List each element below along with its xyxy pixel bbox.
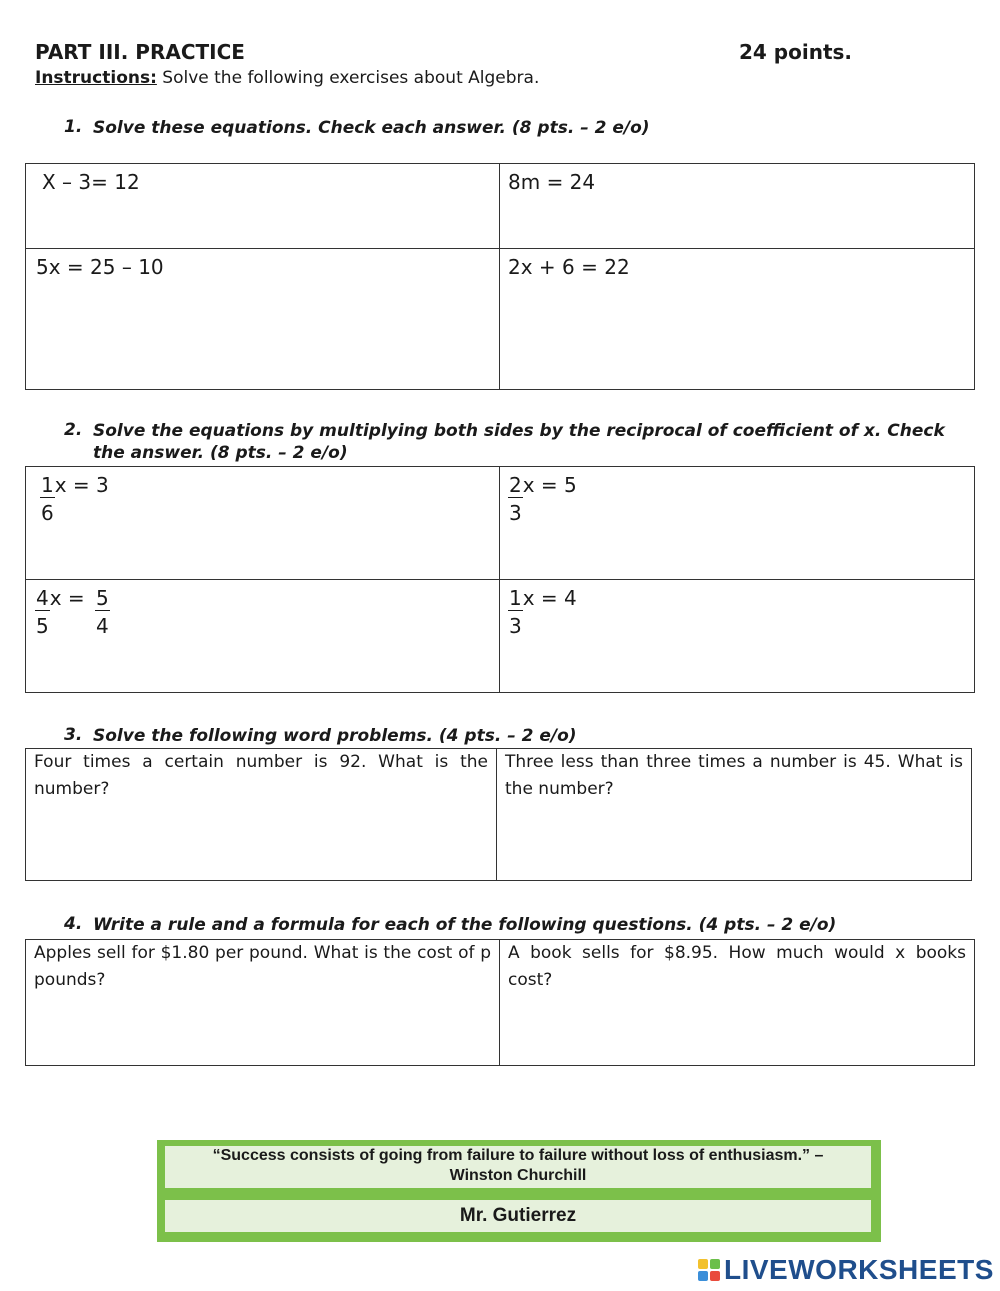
question-4-heading xyxy=(64,914,974,938)
fraction: $\frac{5}{4}$ xyxy=(96,586,109,638)
logo-square xyxy=(710,1271,720,1281)
q4-cell[interactable] xyxy=(500,940,975,1066)
q2-table xyxy=(25,466,975,693)
q1-cell[interactable] xyxy=(500,249,975,390)
q1-cell[interactable] xyxy=(26,164,500,249)
question-2-heading xyxy=(64,420,974,466)
logo-square xyxy=(698,1259,708,1269)
question-number: 4. xyxy=(64,914,83,934)
fraction: $\frac{4}{5}$ xyxy=(36,586,49,638)
logo-square xyxy=(698,1271,708,1281)
q3-table xyxy=(25,748,972,881)
question-prompt: Solve these equations. Check each answer. (8 pts. – 2 e/o) xyxy=(93,118,650,138)
equation: X – 3= 12 xyxy=(42,170,140,194)
fraction: $\frac{2}{3}$ xyxy=(509,473,522,525)
word-problem: Three less than three times a number is 45. What is the number? xyxy=(505,752,963,799)
teacher-name: Mr. Gutierrez xyxy=(165,1200,871,1232)
q2-cell[interactable] xyxy=(500,580,975,693)
question-number: 1. xyxy=(64,117,83,137)
word-problem: Apples sell for $1.80 per pound. What is the cost of p pounds? xyxy=(34,943,491,990)
fraction-equation: $\frac{1}{3}$ x = 4 xyxy=(500,580,974,641)
q1-table xyxy=(25,163,975,390)
q2-cell[interactable] xyxy=(500,467,975,580)
logo-square xyxy=(710,1259,720,1269)
q2-cell[interactable] xyxy=(26,467,500,580)
q4-table xyxy=(25,939,975,1066)
q2-cell[interactable] xyxy=(26,580,500,693)
q1-cell[interactable] xyxy=(500,164,975,249)
equation: 2x + 6 = 22 xyxy=(508,255,630,279)
fraction-equation: $\frac{4}{5}$ x = $\frac{5}{4}$ xyxy=(26,580,499,641)
logo-text: LIVEWORKSHEETS xyxy=(724,1254,994,1285)
quote-box xyxy=(157,1140,881,1242)
instructions-text: Solve the following exercises about Algebra. xyxy=(162,68,540,88)
equation: 8m = 24 xyxy=(508,170,596,194)
question-prompt: Solve the equations by multiplying both sides by the reciprocal of coefficient of x. Check the answer. (8 pts. – 2 e/o) xyxy=(93,421,945,463)
quote-author: Winston Churchill xyxy=(449,1167,587,1184)
liveworksheets-logo xyxy=(698,1253,994,1287)
question-number: 3. xyxy=(64,725,83,745)
quote xyxy=(165,1146,871,1188)
fraction-equation: $\frac{2}{3}$ x = 5 xyxy=(500,467,974,528)
instructions-label: Instructions: xyxy=(35,68,157,88)
question-number: 2. xyxy=(64,420,83,440)
q1-cell[interactable] xyxy=(26,249,500,390)
question-prompt: Write a rule and a formula for each of the following questions. (4 pts. – 2 e/o) xyxy=(93,915,837,935)
q3-cell[interactable] xyxy=(497,749,972,881)
fraction-equation: $\frac{1}{6}$ x = 3 xyxy=(26,467,499,528)
fraction: $\frac{1}{6}$ xyxy=(41,473,54,525)
question-1-heading xyxy=(64,117,974,141)
equation: 5x = 25 – 10 xyxy=(36,255,164,279)
question-3-heading xyxy=(64,725,974,749)
quote-line: “Success consists of going from failure to failure without loss of enthusiasm.” – xyxy=(212,1147,824,1164)
section-points: 24 points. xyxy=(739,40,853,64)
word-problem: Four times a certain number is 92. What is the number? xyxy=(34,752,488,799)
question-prompt: Solve the following word problems. (4 pts. – 2 e/o) xyxy=(93,726,577,746)
logo-icon xyxy=(698,1259,720,1281)
q4-cell[interactable] xyxy=(26,940,500,1066)
section-title: PART III. PRACTICE xyxy=(35,40,245,64)
fraction: $\frac{1}{3}$ xyxy=(509,586,522,638)
word-problem: A book sells for $8.95. How much would x books cost? xyxy=(508,943,966,990)
q3-cell[interactable] xyxy=(26,749,497,881)
instructions xyxy=(35,68,539,88)
